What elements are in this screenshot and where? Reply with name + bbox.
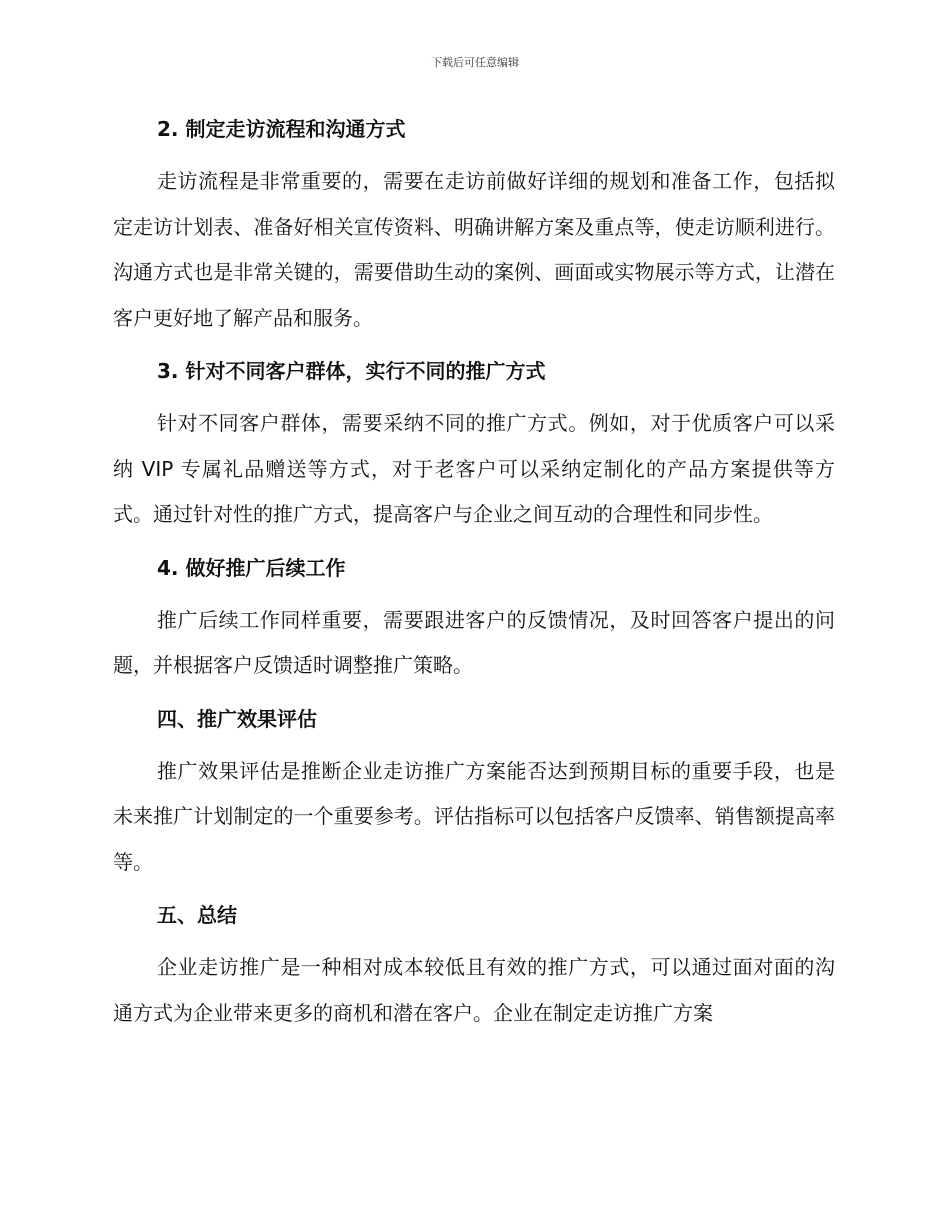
section-paragraph: 推广后续工作同样重要，需要跟进客户的反馈情况，及时回答客户提出的问题，并根据客户反馈适时调整推广策略。 (113, 607, 835, 677)
section-heading: 四、推广效果评估 (157, 706, 317, 731)
section-heading: 2. 制定走访流程和沟通方式 (157, 117, 406, 141)
section-paragraph: 企业走访推广是一种相对成本较低且有效的推广方式，可以通过面对面的沟通方式为企业带来更多的商机和潜在客户。企业在制定走访推广方案 (113, 955, 835, 1025)
section (113, 113, 835, 355)
section-heading: 五、总结 (157, 903, 237, 927)
section (113, 703, 835, 900)
section-heading: 4. 做好推广后续工作 (157, 555, 346, 580)
section-paragraph: 推广效果评估是推断企业走访推广方案能否达到预期目标的重要手段，也是未来推广计划制定的一个重要参考。评估指标可以包括客户反馈率、销售额提高率等。 (113, 758, 835, 874)
section (113, 899, 835, 1036)
section (113, 552, 835, 703)
section (113, 355, 835, 552)
section-paragraph: 针对不同客户群体，需要采纳不同的推广方式。例如，对于优质客户可以采纳 VIP 专属礼品赠送等方式，对于老客户可以采纳定制化的产品方案提供等方式。通过针对性的推广方式，提高客户与企业之间互动的合理性和同步性。 (113, 411, 835, 526)
page-header: 下载后可任意编辑 (431, 56, 519, 69)
section-paragraph: 走访流程是非常重要的，需要在走访前做好详细的规划和准备工作，包括拟定走访计划表、准备好相关宣传资料、明确讲解方案及重点等，使走访顺利进行。沟通方式也是非常关键的，需要借助生动的案例、画面或实物展示等方式，让潜在客户更好地了解产品和服务。 (113, 169, 835, 330)
section-heading: 3. 针对不同客户群体，实行不同的推广方式 (157, 359, 546, 383)
document-body (113, 113, 835, 1036)
